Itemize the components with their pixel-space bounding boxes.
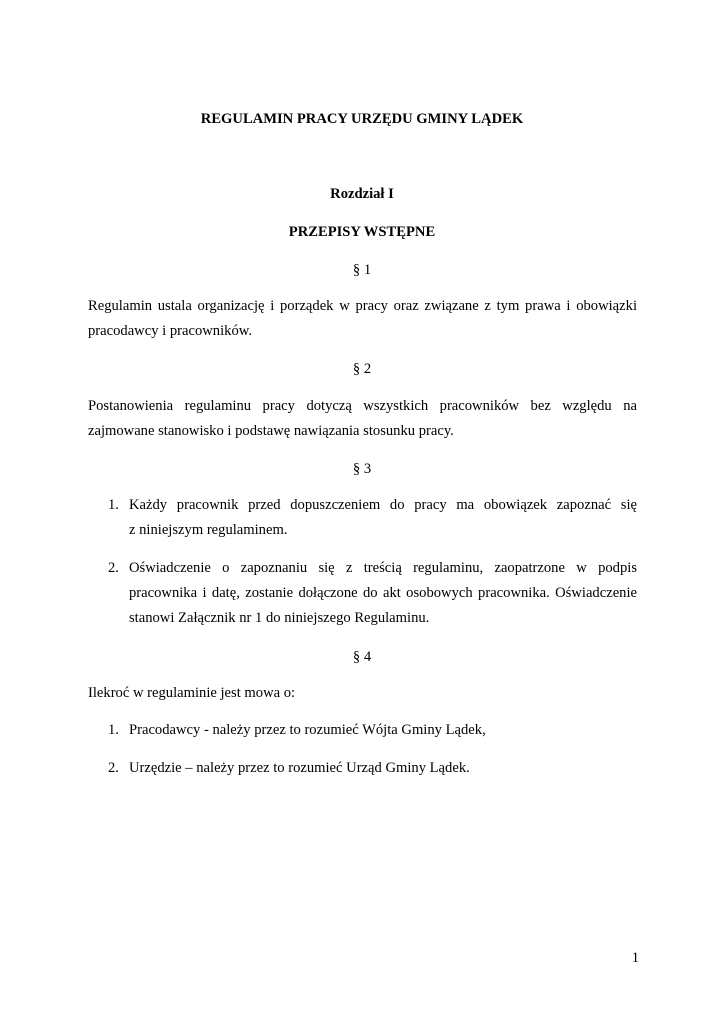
section-3-item-2-line-2: pracownika i datę, zostanie dołączone do akt osobowych pracownika. Oświadczenie <box>129 585 637 601</box>
chapter-heading: Rozdział I <box>330 186 394 202</box>
section-4-item-2-text: Urzędzie – należy przez to rozumieć Urząd Gminy Lądek. <box>129 760 470 776</box>
section-2-symbol: § 2 <box>352 361 372 377</box>
section-2-line-1: Postanowienia regulaminu pracy dotyczą wszystkich pracowników bez względu na <box>88 398 637 414</box>
page-number: 1 <box>631 950 639 966</box>
section-3-item-1-line-1: Każdy pracownik przed dopuszczeniem do pracy ma obowiązek zapoznać się <box>129 497 637 513</box>
section-3-symbol: § 3 <box>352 461 372 477</box>
section-4-symbol: § 4 <box>352 649 372 665</box>
section-4-intro: Ilekroć w regulaminie jest mowa o: <box>88 685 296 701</box>
section-1-symbol: § 1 <box>352 262 372 278</box>
section-4-item-2-number: 2. <box>108 760 119 776</box>
section-4-item-1-text: Pracodawcy - należy przez to rozumieć Wójta Gminy Lądek, <box>129 722 486 738</box>
section-3-item-1-line-2: z niniejszym regulaminem. <box>129 522 288 538</box>
chapter-title: PRZEPISY WSTĘPNE <box>288 224 436 240</box>
section-1-line-1: Regulamin ustala organizację i porządek w pracy oraz związane z tym prawa i obowiązki <box>88 298 637 314</box>
section-4-item-1-number: 1. <box>108 722 119 738</box>
section-1-line-2: pracodawcy i pracowników. <box>88 323 252 339</box>
section-3-item-2-line-1: Oświadczenie o zapoznaniu się z treścią regulaminu, zaopatrzone w podpis <box>129 560 637 576</box>
document-title: REGULAMIN PRACY URZĘDU GMINY LĄDEK <box>200 111 524 127</box>
section-3-item-2-line-3: stanowi Załącznik nr 1 do niniejszego Regulaminu. <box>129 610 430 626</box>
section-3-item-1-number: 1. <box>108 497 119 513</box>
section-3-item-2-number: 2. <box>108 560 119 576</box>
section-2-line-2: zajmowane stanowisko i podstawę nawiązania stosunku pracy. <box>88 423 454 439</box>
